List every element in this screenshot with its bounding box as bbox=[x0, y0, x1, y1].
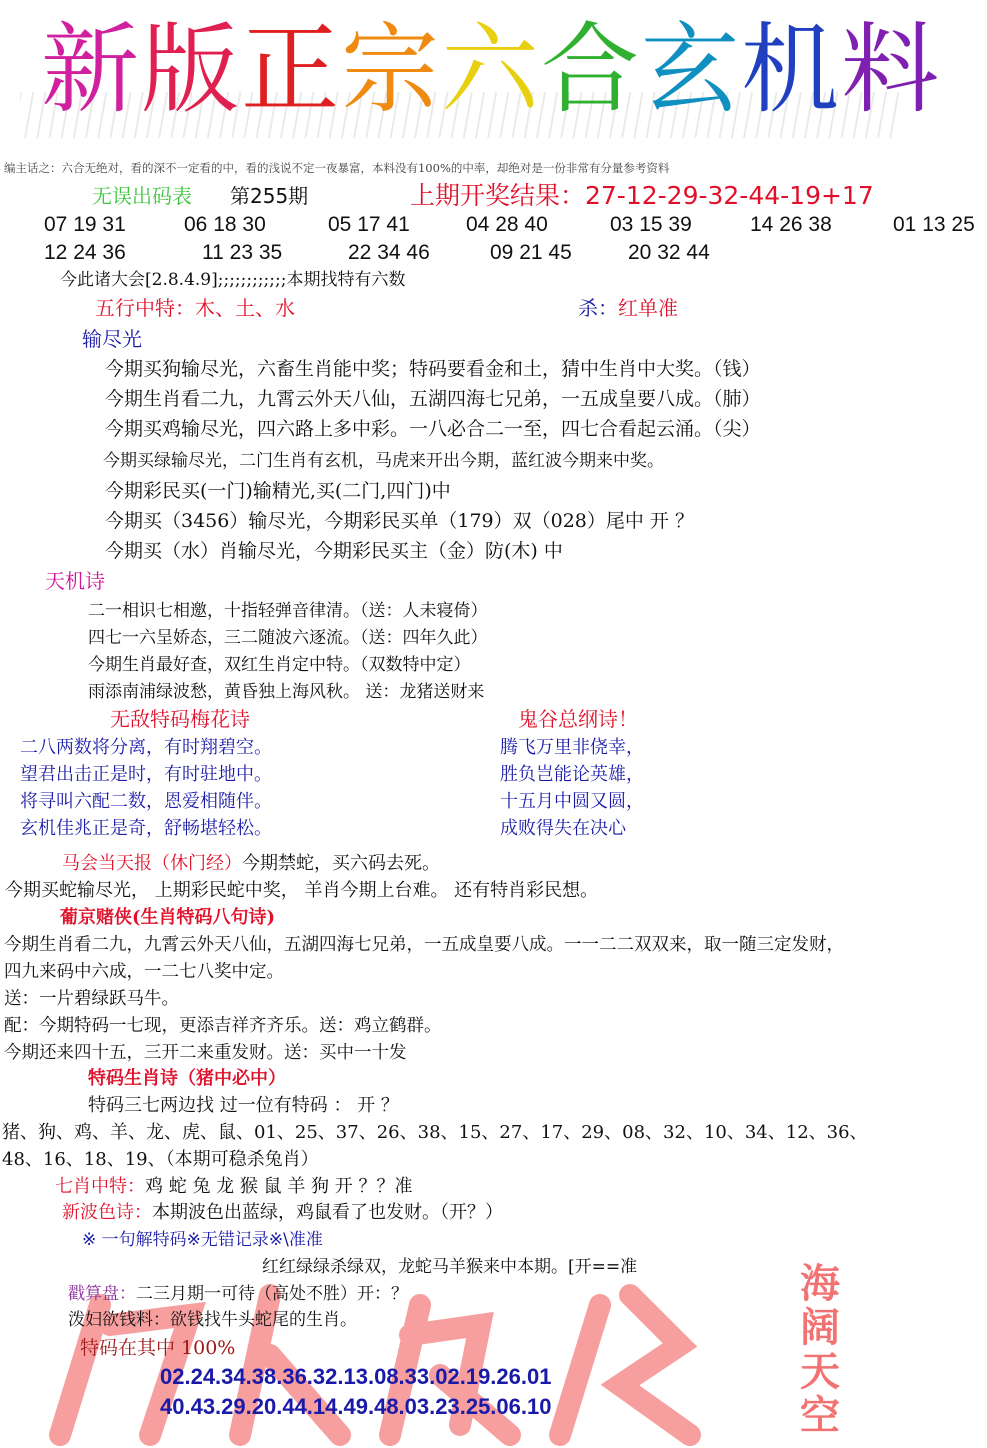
wave-label: 新波色诗： bbox=[62, 1202, 152, 1223]
kill-label: 杀： bbox=[578, 296, 618, 320]
abacus-line bbox=[68, 1282, 408, 1306]
page-title bbox=[40, 0, 940, 140]
guigu-poem-line: 十五月中圆又圆， bbox=[500, 791, 644, 812]
number-group: 05 17 41 bbox=[328, 213, 410, 236]
number-row-2 bbox=[0, 241, 987, 267]
editor-note: 编主话之：六合无绝对，看的深不一定看的中，看的浅说不定一夜暴富，本料没有100%的中率，却绝对是一份非常有分量参考资料 bbox=[4, 161, 670, 175]
lose-all-line: 今期买鸡输尽光，四六路上多中彩。一八必合二一至，四七合看起云涌。（尖） bbox=[105, 418, 761, 440]
plum-poem-line: 将寻叫六配二数，恩爱相随伴。 bbox=[20, 791, 272, 812]
seven-zodiac bbox=[55, 1175, 413, 1199]
special-numbers-row: 02.24.34.38.36.32.13.08.33.02.19.26.01 bbox=[160, 1364, 552, 1389]
plum-poem-line: 望君出击正是时，有时驻地中。 bbox=[20, 764, 272, 785]
number-row-1 bbox=[0, 213, 987, 239]
pujing-line: 四九来码中六成，一二七八奖中定。 bbox=[4, 962, 284, 982]
number-group: 11 23 35 bbox=[202, 241, 283, 264]
zodiac-poem-line: 48、16、18、19、（本期可稳杀兔肖） bbox=[2, 1149, 319, 1170]
lose-all-line: 今期彩民买(一门)输精光,买(二门,四门)中 bbox=[105, 480, 451, 502]
number-group: 01 13 25 bbox=[893, 213, 975, 236]
seven-label: 七肖中特： bbox=[55, 1176, 145, 1197]
guigu-poem-line: 成败得失在决心 bbox=[500, 818, 626, 839]
title-char: 正 bbox=[240, 13, 339, 127]
zodiac-poem-line: 特码三七两边找 过一位有特码 ： 开 ？ bbox=[88, 1095, 399, 1116]
plum-poem-line: 玄机佳兆正是奇，舒畅堪轻松。 bbox=[20, 818, 272, 839]
wave-poem bbox=[62, 1201, 503, 1225]
heaven-poem-line: 二一相识七相邀，十指轻弹音律清。（送：人未寝倚） bbox=[88, 601, 488, 621]
title-char: 机 bbox=[740, 13, 839, 127]
horse-report bbox=[62, 852, 440, 876]
pujing-heading: 葡京赌侠(生肖特码八句诗) bbox=[60, 907, 276, 928]
one-line-heading: ※ 一句解特码※无错记录※\准准 bbox=[82, 1230, 323, 1250]
table-label: 无误出码表 bbox=[92, 184, 192, 208]
zodiac-poem-line: 猪、狗、鸡、羊、龙、虎、鼠、01、25、37、26、38、15、27、17、29、08、32、10、34、12、36、 bbox=[2, 1122, 868, 1143]
heaven-poem-heading: 天机诗 bbox=[45, 569, 105, 593]
last-result: 上期开奖结果：27-12-29-32-44-19+17 bbox=[410, 181, 874, 210]
shrew-line: 泼妇欲钱料：欲钱找牛头蛇尾的生肖。 bbox=[68, 1310, 357, 1330]
guigu-poem-line: 胜负岂能论英雄， bbox=[500, 764, 644, 785]
heaven-poem-line: 四七一六呈娇态，三二随波六逐流。（送：四年久此） bbox=[88, 628, 488, 648]
lose-all-line: 今期生肖看二九，九霄云外天八仙，五湖四海七兄弟，一五成皇要八成。（肺） bbox=[105, 388, 761, 410]
plum-poem-heading: 无敌特码梅花诗 bbox=[110, 707, 250, 731]
lose-all-line: 今期买狗输尽光，六畜生肖能中奖；特码要看金和土，猜中生肖中大奖。（钱） bbox=[105, 358, 761, 380]
title-char: 版 bbox=[140, 13, 239, 127]
guigu-poem-line: 腾飞万里非侥幸， bbox=[500, 737, 644, 758]
one-line-text: 红红绿绿杀绿双，龙蛇马羊猴来中本期。[开==准 bbox=[262, 1257, 638, 1277]
title-char: 宗 bbox=[340, 13, 439, 127]
number-group: 06 18 30 bbox=[184, 213, 266, 236]
zodiac-poem-heading: 特码生肖诗（猪中必中） bbox=[88, 1068, 286, 1089]
abacus-label: 戳算盘： bbox=[68, 1284, 136, 1304]
number-group: 04 28 40 bbox=[466, 213, 548, 236]
lose-all-line: 今期买（水）肖输尽光，今期彩民买主（金）防(木) 中 bbox=[105, 540, 563, 562]
title-char: 玄 bbox=[640, 13, 739, 127]
number-group: 09 21 45 bbox=[490, 241, 572, 264]
pujing-line: 今期还来四十五，三开二来重发财。送：买中一十发 bbox=[4, 1043, 407, 1063]
number-group: 03 15 39 bbox=[610, 213, 692, 236]
pujing-line: 配：今期特码一七现，更添吉祥齐齐乐。送：鸡立鹤群。 bbox=[4, 1016, 442, 1036]
kill-value: 红单准 bbox=[618, 296, 678, 320]
title-char: 料 bbox=[840, 13, 939, 127]
heaven-poem-line: 雨添南浦绿波愁，黄昏独上海风秋。 送：龙猪送财来 bbox=[88, 682, 485, 702]
number-group: 07 19 31 bbox=[44, 213, 126, 236]
special-numbers-row: 40.43.29.20.44.14.49.48.03.23.25.06.10 bbox=[160, 1394, 552, 1419]
pujing-line: 送：一片碧绿跃马牛。 bbox=[4, 989, 179, 1009]
special-heading: 特码在其中 100% bbox=[80, 1337, 236, 1359]
abacus-text: 二三月期一可待（高处不胜）开：？ bbox=[136, 1284, 408, 1304]
lose-all-line: 今期买绿输尽光，二门生肖有玄机，马虎来开出今期，蓝红波今期来中奖。 bbox=[103, 451, 664, 471]
lose-all-line: 今期买（3456）输尽光，今期彩民买单（179）双（028）尾中 开 ？ bbox=[105, 510, 694, 532]
horse-report-line: 今期买蛇输尽光， 上期彩民蛇中奖， 羊肖今期上台难。 还有特肖彩民想。 bbox=[5, 880, 599, 901]
number-group: 20 32 44 bbox=[628, 241, 710, 264]
brush-stroke bbox=[560, 1295, 690, 1435]
period: 第255期 bbox=[230, 184, 309, 208]
wave-text: 本期波色出蓝绿，鸡鼠看了也发财。（开？） bbox=[152, 1202, 503, 1223]
number-group: 22 34 46 bbox=[348, 241, 430, 264]
seven-text: 鸡 蛇 兔 龙 猴 鼠 羊 狗 开 ？？准 bbox=[145, 1176, 413, 1197]
number-group: 12 24 36 bbox=[44, 241, 126, 264]
meeting-line: 今此诸大会[2.8.4.9];;;;;;;;;;;;本期找特有六数 bbox=[60, 270, 406, 290]
guigu-poem-heading: 鬼谷总纲诗！ bbox=[518, 707, 638, 731]
plum-poem-line: 二八两数将分离，有时翔碧空。 bbox=[20, 737, 272, 758]
pujing-line: 今期生肖看二九，九霄云外天八仙，五湖四海七兄弟，一五成皇要八成。一一二二双双来，取一随三定发财， bbox=[4, 935, 844, 955]
title-char: 合 bbox=[540, 13, 639, 127]
wuxing-label: 五行中特：木、土、水 bbox=[95, 296, 295, 320]
horse-report-label: 马会当天报（休门经） bbox=[62, 853, 242, 874]
watermark-side: 海阔天空 bbox=[800, 1260, 840, 1439]
title-char: 新 bbox=[40, 13, 139, 127]
horse-report-text: 今期禁蛇，买六码去死。 bbox=[242, 853, 440, 874]
title-char: 六 bbox=[440, 13, 539, 127]
kill-line bbox=[578, 296, 678, 320]
heaven-poem-line: 今期生肖最好查，双红生肖定中特。（双数特中定） bbox=[88, 655, 471, 675]
number-group: 14 26 38 bbox=[750, 213, 832, 236]
lose-all-heading: 输尽光 bbox=[82, 327, 142, 351]
